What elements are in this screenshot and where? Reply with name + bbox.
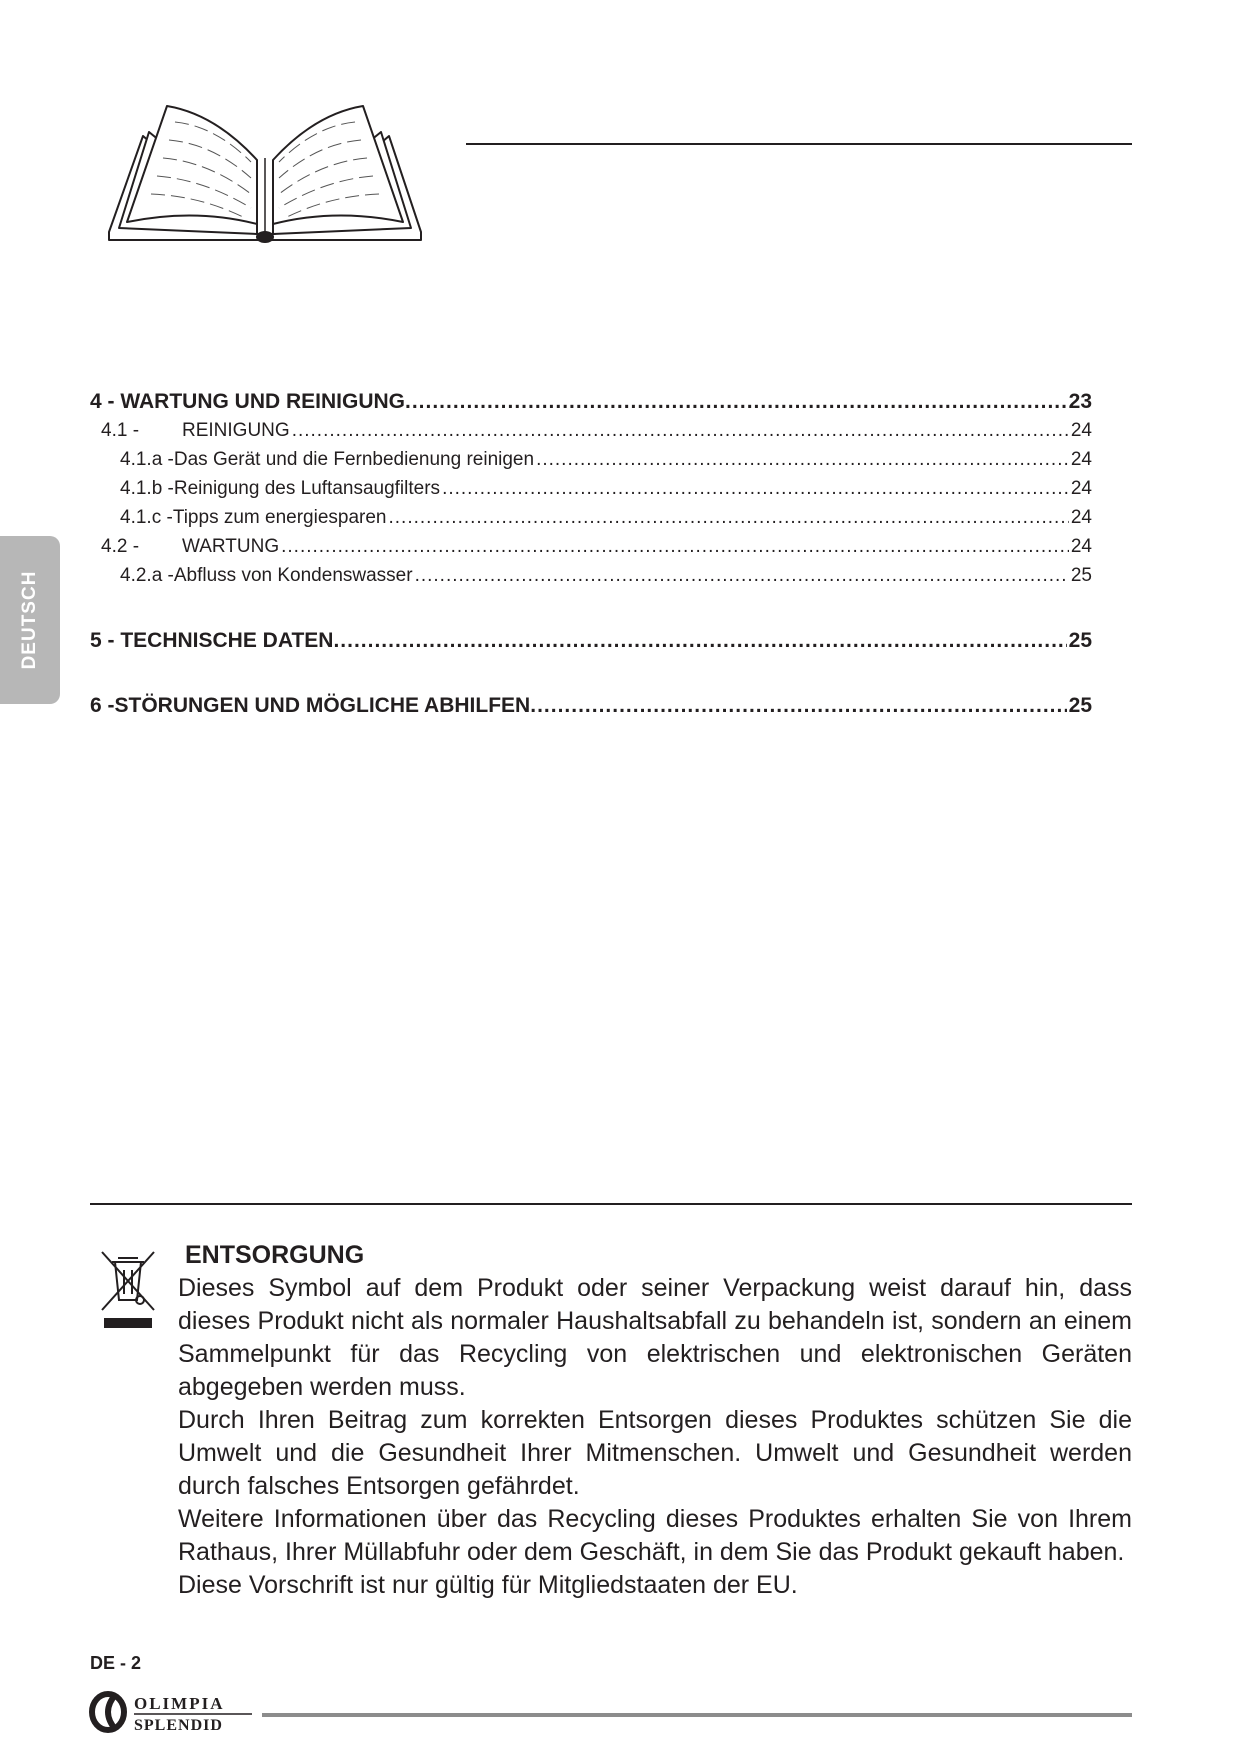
toc-title: Tipps zum energiesparen bbox=[172, 507, 387, 528]
header-rule bbox=[466, 143, 1132, 145]
toc-number: 4.1.a - bbox=[120, 449, 174, 470]
toc-leader bbox=[442, 474, 1069, 503]
toc-leader bbox=[536, 445, 1069, 474]
toc-leader bbox=[415, 561, 1069, 590]
toc-leader bbox=[292, 416, 1069, 445]
toc-section-4-2[interactable] bbox=[90, 532, 1092, 561]
toc-section-4-1-c[interactable] bbox=[90, 503, 1092, 532]
toc-title: 6 -STÖRUNGEN UND MÖGLICHE ABHILFEN bbox=[90, 694, 531, 717]
toc-number: 4.1.b - bbox=[120, 478, 174, 499]
toc-page: 23 bbox=[1068, 390, 1092, 413]
toc-leader bbox=[389, 503, 1069, 532]
disposal-paragraph: Diese Vorschrift ist nur gültig für Mitgliedstaaten der EU. bbox=[178, 1571, 798, 1599]
toc-chapter-4[interactable] bbox=[90, 388, 1092, 416]
toc-page: 24 bbox=[1070, 478, 1092, 499]
toc-leader bbox=[281, 532, 1069, 561]
toc-title: REINIGUNG bbox=[182, 420, 290, 441]
toc-page: 24 bbox=[1070, 507, 1092, 528]
toc-title: WARTUNG bbox=[182, 536, 280, 557]
toc-leader bbox=[333, 627, 1066, 655]
language-tab bbox=[0, 536, 60, 704]
toc-page: 24 bbox=[1070, 420, 1092, 441]
open-book-icon bbox=[105, 100, 425, 248]
disposal-paragraph: Durch Ihren Beitrag zum korrekten Entsorgen dieses Produktes schützen Sie die Umwelt und die Gesundheit Ihrer Mitmenschen. Umwelt und Gesundheit werden durch falsches Entsorgen gefährdet. bbox=[178, 1406, 1132, 1500]
toc-number: 4.1 - bbox=[101, 420, 140, 441]
toc-page: 25 bbox=[1068, 694, 1092, 717]
section-divider bbox=[90, 1203, 1132, 1205]
toc-section-4-1-b[interactable] bbox=[90, 474, 1092, 503]
disposal-paragraph: Dieses Symbol auf dem Produkt oder seiner Verpackung weist darauf hin, dass dieses Produkt nicht als normaler Haushaltsabfall zu behandeln ist, sondern an einem Sammelpunkt für das Recycling von elektrischen und elektronischen Geräten abgegeben werden muss. bbox=[178, 1274, 1132, 1401]
toc-section-4-1[interactable] bbox=[90, 416, 1092, 445]
table-of-contents bbox=[90, 388, 1092, 720]
toc-number: 4.2.a - bbox=[120, 565, 174, 586]
toc-chapter-5[interactable] bbox=[90, 627, 1092, 655]
toc-leader bbox=[530, 692, 1066, 720]
toc-page: 25 bbox=[1070, 565, 1092, 586]
toc-chapter-6[interactable] bbox=[90, 692, 1092, 720]
crossed-bin-icon bbox=[98, 1248, 158, 1332]
toc-number: 4.1.c - bbox=[120, 507, 173, 528]
toc-page: 25 bbox=[1068, 629, 1092, 652]
toc-title: 5 - TECHNISCHE DATEN bbox=[90, 629, 334, 652]
language-tab-label: DEUTSCH bbox=[19, 570, 40, 670]
toc-number: 4.2 - bbox=[101, 536, 140, 557]
page-number: DE - 2 bbox=[90, 1653, 142, 1673]
toc-leader bbox=[405, 388, 1067, 416]
footer-rule bbox=[262, 1713, 1132, 1717]
toc-title: Reinigung des Luftansaugfilters bbox=[173, 478, 441, 499]
brand-line-2: SPLENDID bbox=[134, 1717, 223, 1734]
olimpia-splendid-logo bbox=[88, 1690, 258, 1734]
brand-line-1: OLIMPIA bbox=[134, 1694, 225, 1713]
toc-page: 24 bbox=[1070, 449, 1092, 470]
disposal-heading: ENTSORGUNG bbox=[185, 1241, 365, 1269]
disposal-section bbox=[178, 1238, 1132, 1602]
toc-title: 4 - WARTUNG UND REINIGUNG bbox=[90, 390, 405, 413]
toc-title: Abfluss von Kondenswasser bbox=[173, 565, 413, 586]
toc-page: 24 bbox=[1070, 536, 1092, 557]
toc-title: Das Gerät und die Fernbedienung reinigen bbox=[173, 449, 535, 470]
toc-section-4-2-a[interactable] bbox=[90, 561, 1092, 590]
disposal-paragraph: Weitere Informationen über das Recycling dieses Produktes erhalten Sie von Ihrem Rathaus, Ihrer Müllabfuhr oder dem Geschäft, in dem Sie das Produkt gekauft haben. bbox=[178, 1505, 1132, 1566]
toc-section-4-1-a[interactable] bbox=[90, 445, 1092, 474]
